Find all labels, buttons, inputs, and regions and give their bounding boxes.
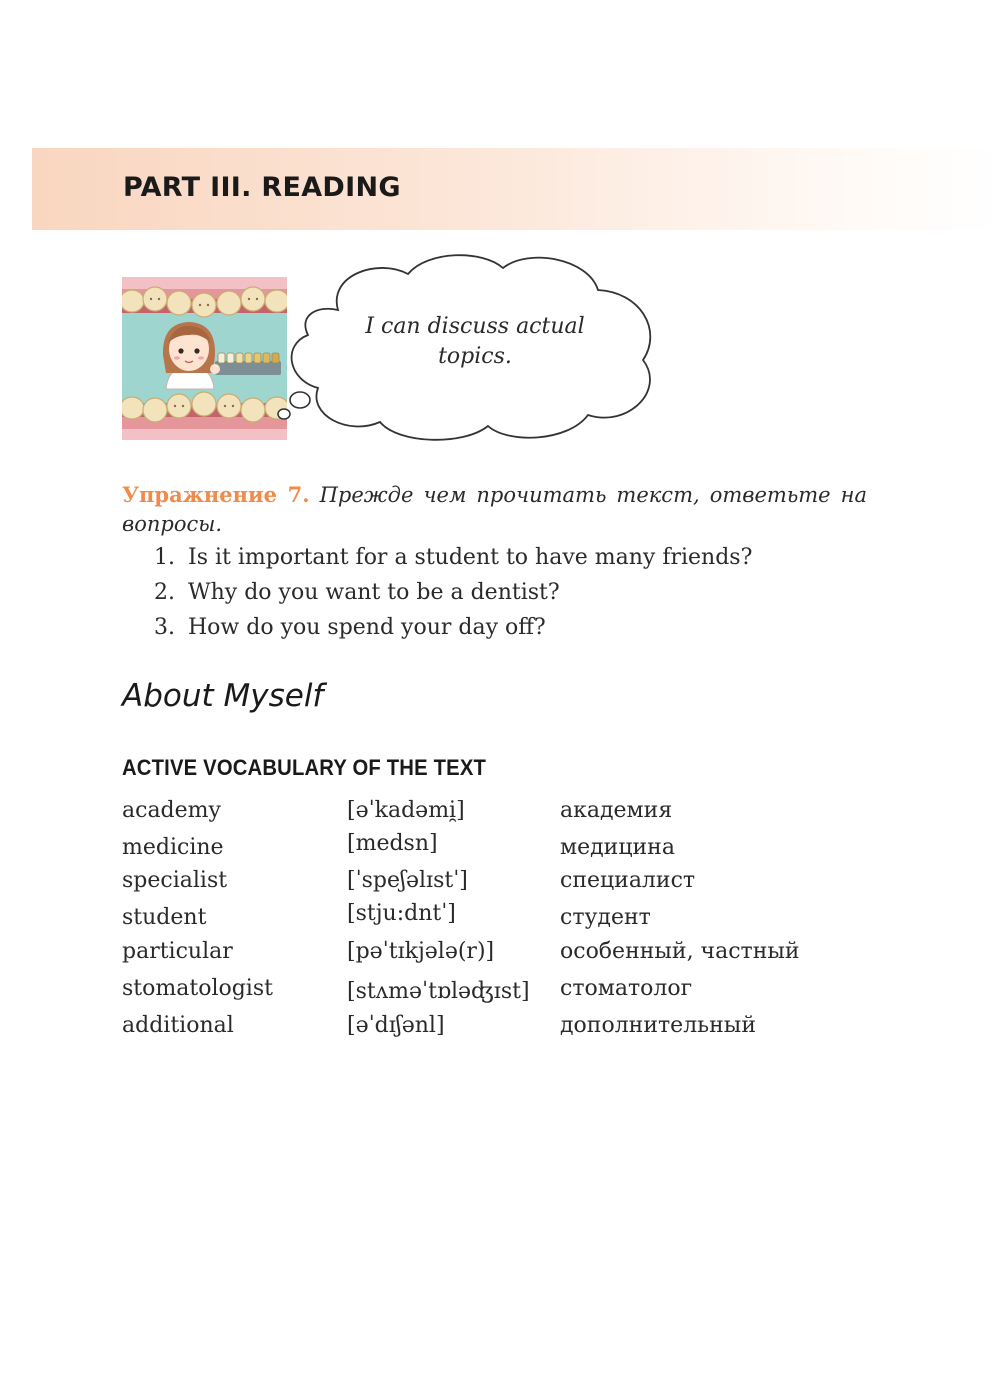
vocab-word: particular (122, 939, 233, 964)
question-item (154, 610, 752, 645)
vocab-transcription: [stju:dntˈ] (347, 901, 456, 926)
question-text: Why do you want to be a dentist? (188, 580, 560, 605)
vocab-word: specialist (122, 868, 228, 893)
vocab-transcription: [medsn] (347, 831, 438, 856)
dentist-teeth-image (122, 277, 287, 440)
dentist-illustration (122, 277, 287, 440)
question-item (154, 575, 752, 610)
question-item (154, 540, 752, 575)
vocabulary-heading: ACTIVE VOCABULARY OF THE TEXT (122, 755, 487, 780)
vocabulary-row (0, 936, 1000, 968)
vocab-translation: академия (560, 798, 673, 823)
vocab-translation: стоматолог (560, 976, 693, 1001)
exercise-prompt (122, 480, 867, 539)
vocab-translation: медицина (560, 835, 675, 860)
text-title: About Myself (122, 678, 324, 714)
question-number: 3. (154, 615, 175, 640)
bubble-text-line1: I can discuss actual (365, 314, 585, 339)
exercise-label: Упражнение 7. (122, 482, 310, 507)
exercise-instruction: Прежде чем прочитать текст, ответьте на вопросы. (122, 483, 867, 536)
vocab-word: stomatologist (122, 976, 273, 1001)
vocab-transcription: [pəˈtɪkjələ(r)] (347, 939, 495, 964)
bubble-text (350, 312, 600, 372)
question-number: 1. (154, 545, 175, 570)
vocab-transcription: [əˈdɪʃənl] (347, 1013, 445, 1038)
vocabulary-row (0, 1010, 1000, 1042)
section-title: PART III. READING (123, 172, 401, 203)
question-list (154, 540, 752, 645)
section-banner (32, 148, 1000, 230)
vocab-transcription: [ˈspeʃəlɪstˈ] (347, 868, 468, 893)
vocabulary-row (0, 832, 1000, 864)
vocab-word: student (122, 905, 207, 930)
vocabulary-row (0, 973, 1000, 1005)
question-text: Is it important for a student to have many friends? (188, 545, 753, 570)
vocabulary-row (0, 795, 1000, 827)
vocab-translation: особенный, частный (560, 939, 800, 964)
vocab-translation: студент (560, 905, 651, 930)
vocab-translation: специалист (560, 868, 696, 893)
question-number: 2. (154, 580, 175, 605)
vocabulary-row (0, 865, 1000, 897)
vocab-translation: дополнительный (560, 1013, 756, 1038)
vocab-word: academy (122, 798, 221, 823)
vocab-transcription: [stʌməˈtɒləʤɪst] (347, 979, 530, 1004)
question-text: How do you spend your day off? (188, 615, 546, 640)
vocab-transcription: [əˈkadəmi̯] (347, 798, 465, 823)
vocab-word: medicine (122, 835, 224, 860)
vocab-word: additional (122, 1013, 234, 1038)
bubble-text-line2: topics. (438, 344, 512, 369)
vocabulary-row (0, 902, 1000, 934)
